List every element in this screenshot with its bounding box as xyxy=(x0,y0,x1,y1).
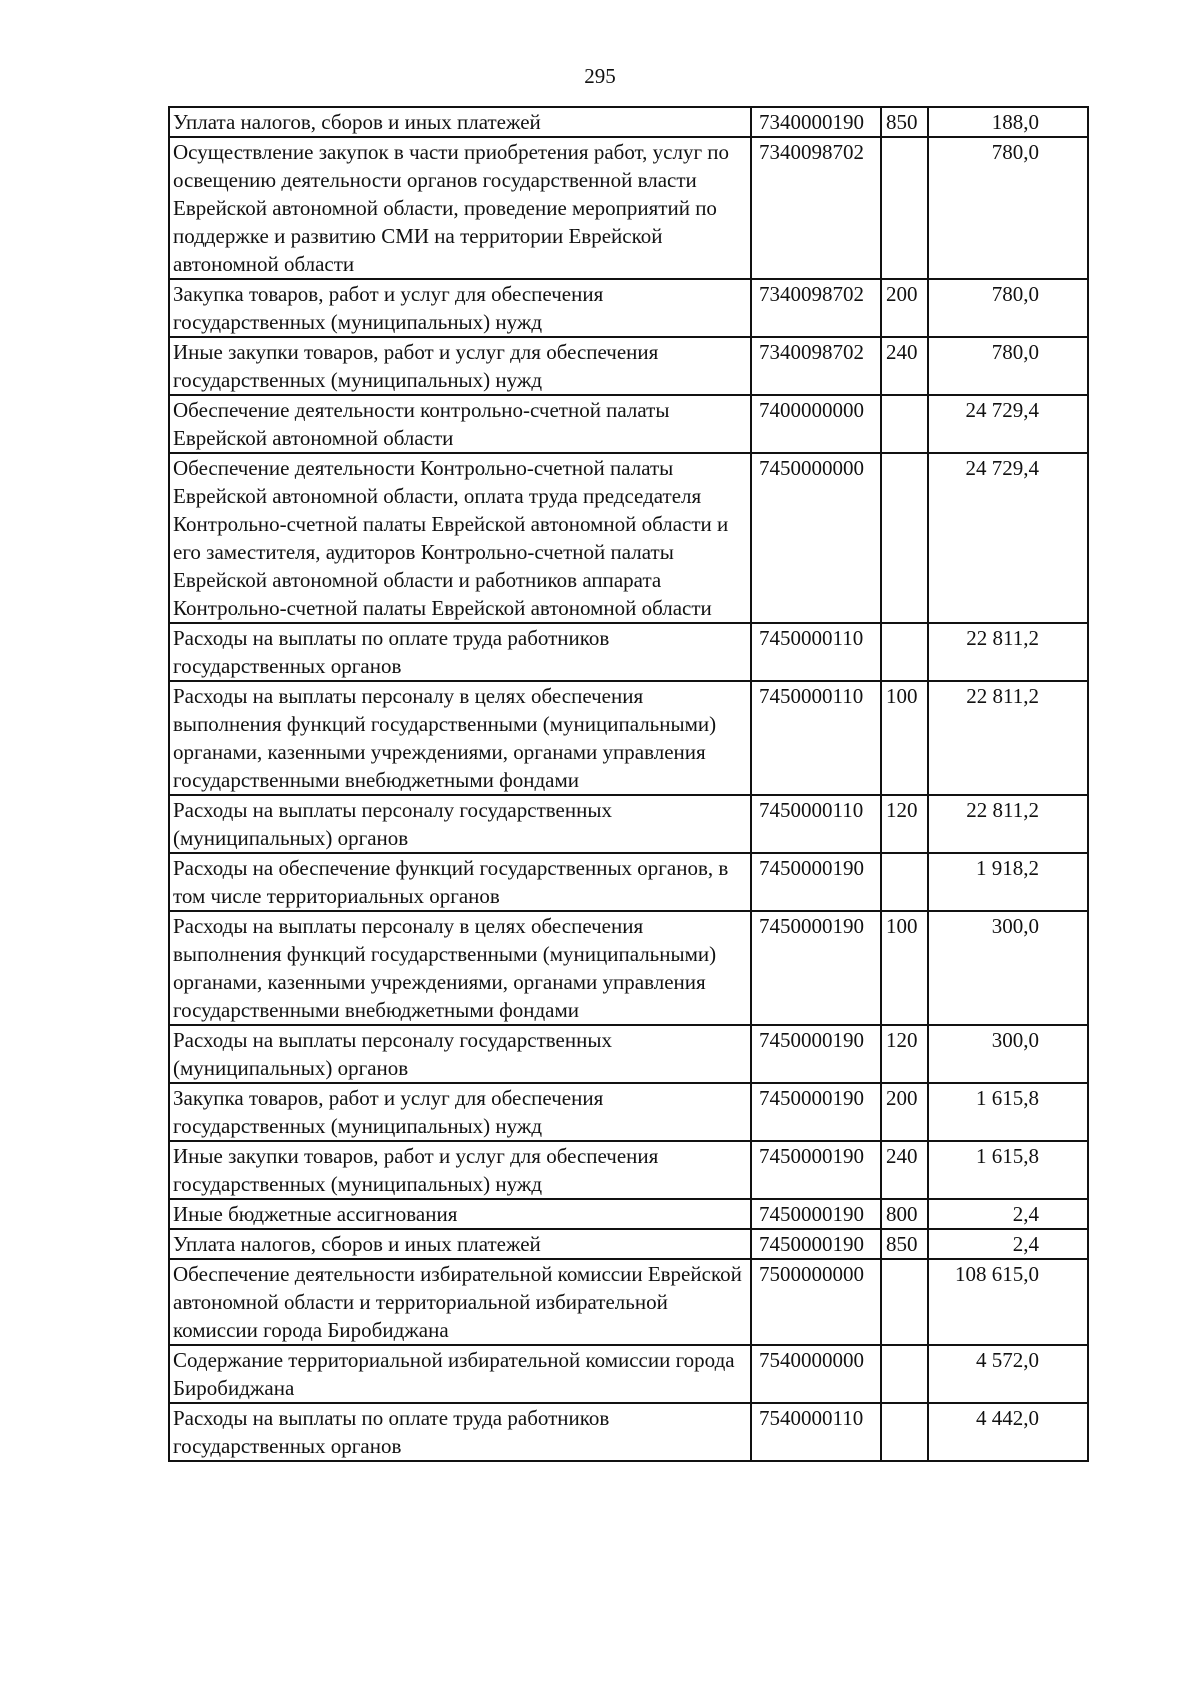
row-name-cell: Содержание территориальной избирательной комиссии города Биробиджана xyxy=(169,1345,751,1403)
table-row xyxy=(169,623,1088,681)
row-amount-cell: 1 918,2 xyxy=(928,853,1088,911)
row-name-cell: Уплата налогов, сборов и иных платежей xyxy=(169,107,751,137)
row-code-cell: 7540000110 xyxy=(751,1403,881,1461)
row-code-cell: 7400000000 xyxy=(751,395,881,453)
table-row xyxy=(169,795,1088,853)
row-type-cell xyxy=(881,853,928,911)
row-code-cell: 7450000190 xyxy=(751,1025,881,1083)
row-amount-cell: 780,0 xyxy=(928,279,1088,337)
row-code-cell: 7450000190 xyxy=(751,1199,881,1229)
row-name-cell: Закупка товаров, работ и услуг для обеспечения государственных (муниципальных) нужд xyxy=(169,279,751,337)
row-amount-cell: 24 729,4 xyxy=(928,453,1088,623)
row-type-cell: 850 xyxy=(881,1229,928,1259)
row-code-cell: 7450000190 xyxy=(751,853,881,911)
table-row xyxy=(169,107,1088,137)
row-type-cell: 100 xyxy=(881,681,928,795)
row-code-cell: 7450000190 xyxy=(751,1141,881,1199)
row-type-cell xyxy=(881,1403,928,1461)
table-row xyxy=(169,853,1088,911)
row-code-cell: 7450000190 xyxy=(751,911,881,1025)
row-code-cell: 7500000000 xyxy=(751,1259,881,1345)
table-row xyxy=(169,1141,1088,1199)
row-code-cell: 7450000190 xyxy=(751,1083,881,1141)
table-row xyxy=(169,137,1088,279)
row-type-cell xyxy=(881,395,928,453)
row-name-cell: Расходы на выплаты персоналу государственных (муниципальных) органов xyxy=(169,795,751,853)
row-type-cell: 100 xyxy=(881,911,928,1025)
row-name-cell: Расходы на обеспечение функций государственных органов, в том числе территориальных органов xyxy=(169,853,751,911)
table-row xyxy=(169,1025,1088,1083)
row-type-cell xyxy=(881,1259,928,1345)
row-name-cell: Уплата налогов, сборов и иных платежей xyxy=(169,1229,751,1259)
row-amount-cell: 1 615,8 xyxy=(928,1141,1088,1199)
row-amount-cell: 4 442,0 xyxy=(928,1403,1088,1461)
row-name-cell: Иные бюджетные ассигнования xyxy=(169,1199,751,1229)
table-row xyxy=(169,279,1088,337)
row-code-cell: 7540000000 xyxy=(751,1345,881,1403)
row-code-cell: 7450000110 xyxy=(751,681,881,795)
row-amount-cell: 2,4 xyxy=(928,1229,1088,1259)
row-type-cell: 850 xyxy=(881,107,928,137)
row-code-cell: 7450000000 xyxy=(751,453,881,623)
table-row xyxy=(169,1259,1088,1345)
row-amount-cell: 24 729,4 xyxy=(928,395,1088,453)
table-row xyxy=(169,1083,1088,1141)
row-name-cell: Расходы на выплаты по оплате труда работников государственных органов xyxy=(169,1403,751,1461)
page-number: 295 xyxy=(584,64,616,88)
row-type-cell xyxy=(881,453,928,623)
row-name-cell: Закупка товаров, работ и услуг для обеспечения государственных (муниципальных) нужд xyxy=(169,1083,751,1141)
table-row xyxy=(169,453,1088,623)
row-amount-cell: 780,0 xyxy=(928,137,1088,279)
row-type-cell xyxy=(881,623,928,681)
row-amount-cell: 108 615,0 xyxy=(928,1259,1088,1345)
row-type-cell: 240 xyxy=(881,1141,928,1199)
row-amount-cell: 300,0 xyxy=(928,911,1088,1025)
table-row xyxy=(169,337,1088,395)
budget-table-body xyxy=(169,107,1088,1461)
row-type-cell: 200 xyxy=(881,279,928,337)
row-name-cell: Обеспечение деятельности избирательной комиссии Еврейской автономной области и территориальной избирательной комиссии города Биробиджана xyxy=(169,1259,751,1345)
row-type-cell xyxy=(881,1345,928,1403)
row-code-cell: 7450000110 xyxy=(751,623,881,681)
row-code-cell: 7340098702 xyxy=(751,279,881,337)
table-row xyxy=(169,1345,1088,1403)
table-row xyxy=(169,1199,1088,1229)
table-row xyxy=(169,395,1088,453)
table-row xyxy=(169,911,1088,1025)
row-code-cell: 7340098702 xyxy=(751,337,881,395)
row-name-cell: Расходы на выплаты персоналу в целях обеспечения выполнения функций государственными (муниципальными) органами, казенными учреждениями, органами управления государственными внебюджетными фондами xyxy=(169,911,751,1025)
row-name-cell: Расходы на выплаты персоналу государственных (муниципальных) органов xyxy=(169,1025,751,1083)
row-name-cell: Расходы на выплаты персоналу в целях обеспечения выполнения функций государственными (муниципальными) органами, казенными учреждениями, органами управления государственными внебюджетными фондами xyxy=(169,681,751,795)
row-code-cell: 7340000190 xyxy=(751,107,881,137)
row-code-cell: 7450000190 xyxy=(751,1229,881,1259)
row-type-cell: 200 xyxy=(881,1083,928,1141)
row-amount-cell: 22 811,2 xyxy=(928,795,1088,853)
row-amount-cell: 22 811,2 xyxy=(928,623,1088,681)
row-code-cell: 7340098702 xyxy=(751,137,881,279)
row-amount-cell: 300,0 xyxy=(928,1025,1088,1083)
row-type-cell: 240 xyxy=(881,337,928,395)
row-amount-cell: 4 572,0 xyxy=(928,1345,1088,1403)
table-row xyxy=(169,1403,1088,1461)
table-row xyxy=(169,681,1088,795)
row-amount-cell: 2,4 xyxy=(928,1199,1088,1229)
row-type-cell: 120 xyxy=(881,795,928,853)
row-amount-cell: 1 615,8 xyxy=(928,1083,1088,1141)
row-name-cell: Иные закупки товаров, работ и услуг для обеспечения государственных (муниципальных) нужд xyxy=(169,337,751,395)
row-name-cell: Расходы на выплаты по оплате труда работников государственных органов xyxy=(169,623,751,681)
row-type-cell: 120 xyxy=(881,1025,928,1083)
row-amount-cell: 780,0 xyxy=(928,337,1088,395)
row-name-cell: Осуществление закупок в части приобретения работ, услуг по освещению деятельности органов государственной власти Еврейской автономной области, проведение мероприятий по поддержке и развитию СМИ на территории Еврейской автономной области xyxy=(169,137,751,279)
row-name-cell: Иные закупки товаров, работ и услуг для обеспечения государственных (муниципальных) нужд xyxy=(169,1141,751,1199)
table-row xyxy=(169,1229,1088,1259)
row-code-cell: 7450000110 xyxy=(751,795,881,853)
budget-table xyxy=(168,106,1089,1462)
row-type-cell: 800 xyxy=(881,1199,928,1229)
row-name-cell: Обеспечение деятельности Контрольно-счетной палаты Еврейской автономной области, оплата труда председателя Контрольно-счетной палаты Еврейской автономной области и его заместителя, аудиторов Контрольно-счетной палаты Еврейской автономной области и работников аппарата Контрольно-счетной палаты Еврейской автономной области xyxy=(169,453,751,623)
row-amount-cell: 22 811,2 xyxy=(928,681,1088,795)
row-type-cell xyxy=(881,137,928,279)
row-amount-cell: 188,0 xyxy=(928,107,1088,137)
row-name-cell: Обеспечение деятельности контрольно-счетной палаты Еврейской автономной области xyxy=(169,395,751,453)
